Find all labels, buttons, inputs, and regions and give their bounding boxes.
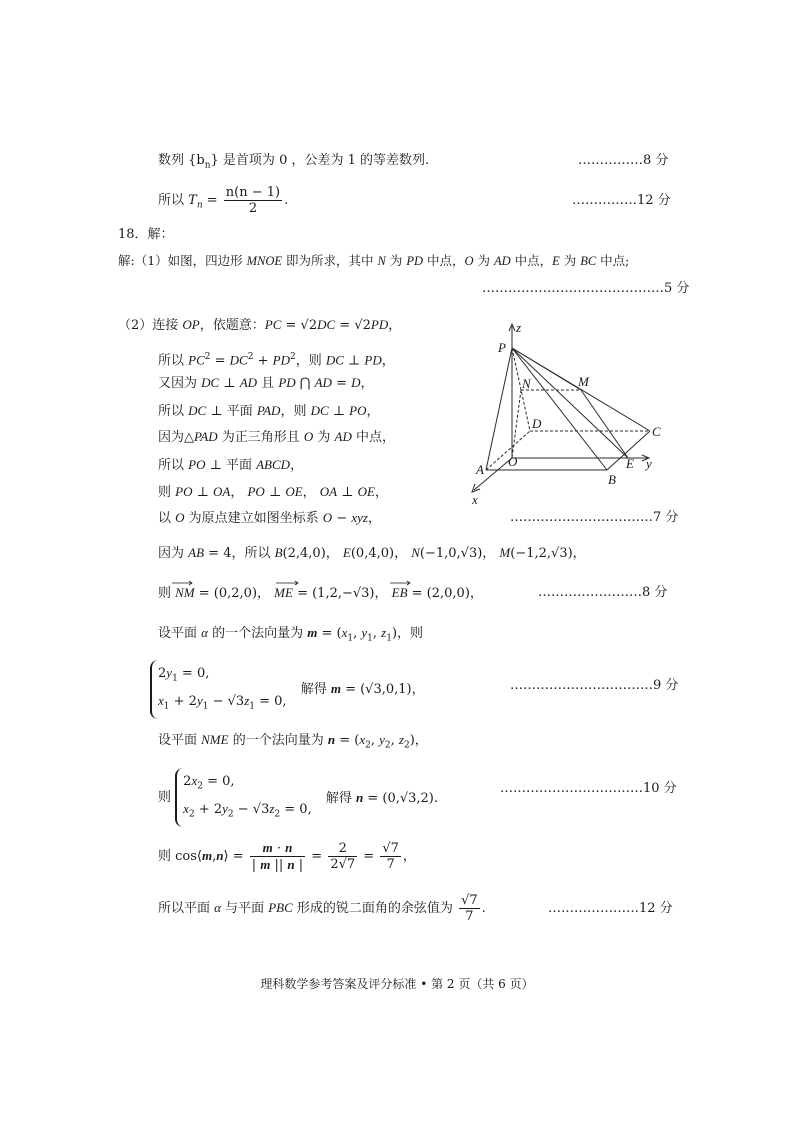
cos-lhs: 则 cos⟨m,n⟩ = bbox=[158, 848, 244, 864]
final-answer bbox=[158, 890, 486, 927]
cos-f3-num: √7 bbox=[382, 841, 399, 856]
label-x: x bbox=[472, 492, 478, 507]
tn-denominator: 2 bbox=[248, 201, 258, 216]
vector-arrows bbox=[158, 578, 488, 588]
system-1-eq1: $2y_1 = 0$, bbox=[158, 665, 210, 684]
final-den: 7 bbox=[465, 909, 474, 924]
label-C: C bbox=[652, 424, 661, 439]
final-text: 所以平面 α 与平面 PBC 形成的锐二面角的余弦值为 bbox=[158, 900, 453, 916]
label-O: O bbox=[508, 454, 518, 469]
cos-fraction-2 bbox=[328, 841, 357, 872]
label-N: N bbox=[522, 376, 531, 391]
label-y: y bbox=[646, 456, 652, 471]
cos-f2-num: 2 bbox=[328, 841, 357, 857]
label-P: P bbox=[498, 340, 506, 355]
part2-line-8: 以 O 为原点建立如图坐标系 O − xyz， bbox=[158, 510, 381, 526]
edge-ME bbox=[581, 390, 628, 458]
score-10: ……………………………10 分 bbox=[500, 781, 677, 796]
edge-NO bbox=[512, 390, 521, 458]
tn-formula: 所以 $T_n$ = $\frac{n(n - 1)}{2}$ . bbox=[158, 185, 289, 216]
vectors-line: 则 NM = (0,2,0)， ME = (1,2,−√3)， EB = (2,0,0)， bbox=[158, 585, 483, 601]
label-M: M bbox=[578, 374, 589, 389]
system-1-result: 解得 m = (√3,0,1)， bbox=[300, 681, 425, 698]
normal-m-intro: 设平面 α 的一个法向量为 $m = (x_1$, $y_1$, $z_1$)，则 bbox=[158, 625, 424, 644]
system-1-eq2: $x_1 + 2y_1 - √3z_1 = 0$, bbox=[158, 692, 287, 712]
coordinates-line: 因为 AB = 4，所以 B(2,4,0)， E(0,4,0)， N(−1,0,√3)， M(−1,2,√3)， bbox=[158, 545, 586, 561]
part2-line-7: 则 PO ⊥ OA， PO ⊥ OE， OA ⊥ OE， bbox=[158, 484, 388, 500]
system-2-result: 解得 n = (0,√3,2). bbox=[325, 789, 439, 806]
cos-fraction-3 bbox=[380, 841, 401, 872]
final-fraction bbox=[459, 893, 480, 924]
part2-line-3: 又因为 DC ⊥ AD 且 PD ⋂ AD = D， bbox=[158, 375, 374, 391]
label-B: B bbox=[608, 472, 616, 487]
pyramid-figure bbox=[462, 318, 678, 508]
normal-n-intro: 设平面 NME 的一个法向量为 $n = (x_2$, $y_2$, $z_2$)， bbox=[158, 732, 428, 751]
part1-answer: 解:（1）如图，四边形 MNOE 即为所求，其中 N 为 PD 中点，O 为 AD 中点，E 为 BC 中点; bbox=[118, 253, 630, 268]
label-A: A bbox=[476, 462, 484, 477]
final-num: √7 bbox=[461, 893, 478, 908]
edge-PB bbox=[512, 348, 607, 470]
final-tail: . bbox=[481, 901, 486, 916]
cosine-line: 则 cos⟨m,n⟩ = $\frac{m \cdot n}{| m || n |}$ = $\frac{2}{2√7}$ = $\frac{√7}{7}$ ， bbox=[158, 840, 416, 873]
part2-line-1: （2）连接 OP，依题意：PC = √2DC = √2PD， bbox=[118, 317, 402, 333]
tn-lhs: $T_n$ = bbox=[188, 193, 218, 211]
system-2-eq1: $2x_2 = 0$, bbox=[183, 773, 235, 792]
system-2-brace bbox=[175, 768, 312, 827]
edge-PA bbox=[486, 348, 512, 470]
system-2-prefix: 则 bbox=[158, 790, 172, 806]
score-12-final: …………………12 分 bbox=[548, 901, 673, 916]
cos-fraction-1 bbox=[250, 840, 305, 873]
label-z: z bbox=[516, 320, 522, 335]
score-8: ……………8 分 bbox=[578, 153, 669, 168]
tn-fraction bbox=[224, 185, 282, 216]
page-footer: 理科数学参考答案及评分标准 • 第 2 页（共 6 页） bbox=[260, 977, 534, 991]
part2-line-5: 因为△PAD 为正三角形且 O 为 AD 中点， bbox=[158, 429, 396, 445]
system-1-brace bbox=[150, 660, 287, 719]
score-7: ……………………………7 分 bbox=[510, 510, 679, 525]
cos-f3-den: 7 bbox=[386, 857, 395, 872]
system-2-eq2: $x_2 + 2y_2 - √3z_2 = 0$, bbox=[183, 800, 312, 820]
edge-PE bbox=[512, 348, 628, 458]
problem-18-heading: 18．解： bbox=[118, 227, 174, 242]
tn-prefix: 所以 bbox=[158, 193, 185, 208]
system-2 bbox=[158, 768, 438, 827]
cos-tail: ， bbox=[402, 849, 416, 864]
score-8-vectors: ……………………8 分 bbox=[538, 585, 668, 600]
score-12: ……………12 分 bbox=[572, 193, 671, 208]
label-E: E bbox=[626, 456, 634, 471]
seq-bn-statement: 数列 $\{b_n\}$ 是首项为 0 ，公差为 1 的等差数列. bbox=[158, 153, 430, 171]
cos-f1-num: m · n bbox=[250, 840, 305, 857]
system-1 bbox=[150, 660, 425, 719]
cos-f1-den: | m || n | bbox=[251, 857, 304, 873]
part2-line-2: 所以 $PC^2 = DC^2 + PD^2$，则 DC ⊥ PD， bbox=[158, 352, 395, 369]
tn-numerator: n(n − 1) bbox=[225, 185, 281, 200]
label-D: D bbox=[532, 416, 542, 431]
part2-line-4: 所以 DC ⊥ 平面 PAD，则 DC ⊥ PO， bbox=[158, 403, 380, 419]
score-9: ……………………………9 分 bbox=[510, 678, 679, 693]
part2-line-6: 所以 PO ⊥ 平面 ABCD， bbox=[158, 457, 304, 473]
cos-f2-den: 2√7 bbox=[330, 857, 356, 872]
score-5: ……………………………………5 分 bbox=[482, 281, 690, 296]
